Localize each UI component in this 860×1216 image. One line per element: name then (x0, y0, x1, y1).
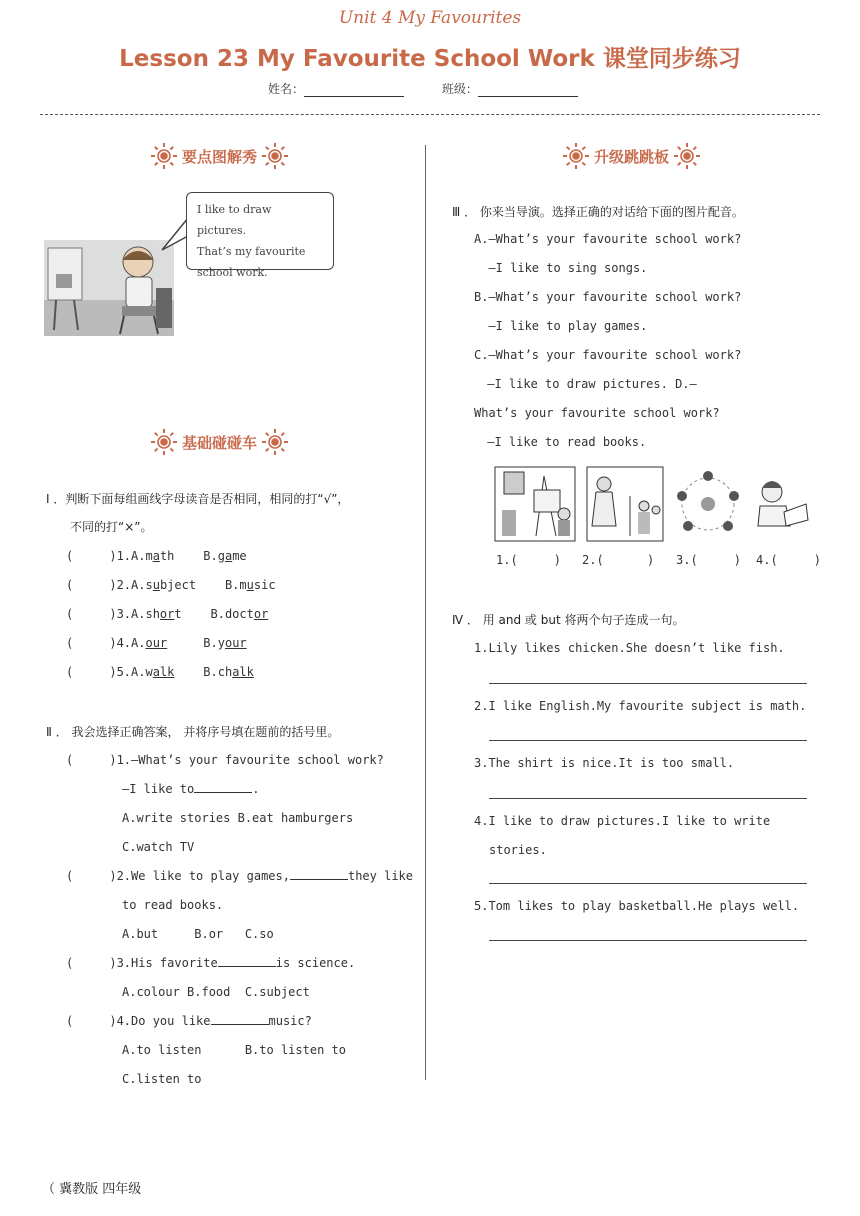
answer-line[interactable] (489, 683, 807, 684)
q1-item: ( )4.A.our B.your (66, 636, 247, 650)
q3-answer[interactable]: 4.( ) (756, 553, 822, 567)
q3-line: A.—What’s your favourite school work? (474, 232, 742, 246)
q2-line: C.watch TV (122, 840, 195, 854)
q2-line: A.write stories B.eat hamburgers (122, 811, 354, 825)
answer-line[interactable] (489, 940, 807, 941)
girl-drawing-illustration (44, 240, 174, 336)
name-label: 姓名： (268, 82, 305, 96)
q3-head: Ⅲ ． 你来当导演。选择正确的对话给下面的图片配音。 (452, 205, 744, 219)
q3-answer[interactable]: 1.( ) (496, 553, 562, 567)
q3-answer[interactable]: 3.( ) (676, 553, 742, 567)
name-class-row (268, 80, 612, 97)
answer-line[interactable] (489, 798, 807, 799)
picture-2-singing (586, 466, 664, 542)
q2-line: to read books. (122, 898, 224, 912)
q1-head-2: 不同的打“×”。 (70, 520, 153, 534)
q4-head: Ⅳ ． 用 and 或 but 将两个句子连成一句。 (452, 613, 685, 627)
q2-line: —I like to . (122, 782, 260, 796)
answer-blank[interactable] (218, 956, 276, 967)
section-title: 基础碰碰车 (182, 433, 258, 452)
footer-edition: （ 冀教版 四年级 (42, 1182, 142, 1197)
picture-1-drawing (494, 466, 576, 542)
q2-line: ( )4.Do you like music? (66, 1014, 312, 1028)
picture-4-reading (750, 466, 812, 542)
q1-item: ( )1.A.math B.game (66, 549, 247, 563)
q1-item: ( )5.A.walk B.chalk (66, 665, 254, 679)
header-divider (40, 114, 820, 115)
sun-icon (261, 142, 289, 170)
sun-icon (673, 142, 701, 170)
q2-line: C.listen to (122, 1072, 202, 1086)
answer-blank[interactable] (290, 869, 348, 880)
name-blank[interactable] (304, 85, 404, 97)
q1-item: ( )3.A.short B.doctor (66, 607, 269, 621)
bubble-line: That’s my favourite (197, 245, 306, 258)
section-key-points (150, 142, 289, 170)
q3-line: C.—What’s your favourite school work? (474, 348, 742, 362)
q2-line: A.colour B.food C.subject (122, 985, 310, 999)
q4-line: 4.I like to draw pictures.I like to write (474, 814, 771, 828)
q2-line: ( )3.His favorite is science. (66, 956, 356, 970)
q1-item: ( )2.A.subject B.music (66, 578, 276, 592)
q4-line: stories. (489, 843, 547, 857)
lesson-title: Lesson 23 My Favourite School Work 课堂同步练习 (119, 46, 741, 72)
bubble-line: school work. (197, 266, 268, 279)
section-title: 升级跳跳板 (594, 147, 670, 166)
q3-line: —I like to read books. (480, 435, 647, 449)
q1-head: Ⅰ ．判断下面每组画线字母读音是否相同，相同的打“√”， (46, 492, 350, 506)
sun-icon (261, 428, 289, 456)
sun-icon (562, 142, 590, 170)
section-title: 要点图解秀 (182, 147, 258, 166)
column-divider (425, 145, 426, 1080)
bubble-line: I like to draw pictures. (197, 203, 272, 237)
unit-title: Unit 4 My Favourites (338, 8, 522, 28)
sun-icon (150, 428, 178, 456)
answer-blank[interactable] (211, 1014, 269, 1025)
q2-line: A.but B.or C.so (122, 927, 274, 941)
q4-line: 1.Lily likes chicken.She doesn’t like fish. (474, 641, 785, 655)
answer-blank[interactable] (194, 782, 252, 793)
q3-line: —I like to play games. (474, 319, 648, 333)
q3-line: B.—What’s your favourite school work? (474, 290, 742, 304)
q3-answer[interactable]: 2.( ) (582, 553, 655, 567)
sun-icon (150, 142, 178, 170)
q4-line: 2.I like English.My favourite subject is math. (474, 699, 807, 713)
picture-3-playing-games (674, 466, 742, 542)
section-upgrade (562, 142, 701, 170)
q3-line: —I like to sing songs. (474, 261, 648, 275)
answer-line[interactable] (489, 740, 807, 741)
class-label: 班级： (441, 82, 478, 96)
q2-line: A.to listen B.to listen to (122, 1043, 346, 1057)
section-basics (150, 428, 289, 456)
answer-line[interactable] (489, 883, 807, 884)
q2-head: Ⅱ ． 我会选择正确答案， 并将序号填在题前的括号里。 (46, 725, 340, 739)
class-blank[interactable] (478, 85, 578, 97)
q2-line: ( )1.—What’s your favourite school work? (66, 753, 384, 767)
q2-line: ( )2.We like to play games, they like (66, 869, 413, 883)
q4-line: 3.The shirt is nice.It is too small. (474, 756, 735, 770)
q3-line: —I like to draw pictures. D.— (480, 377, 697, 391)
q3-line: What’s your favourite school work? (474, 406, 720, 420)
q4-line: 5.Tom likes to play basketball.He plays well. (474, 899, 800, 913)
speech-bubble (186, 192, 334, 279)
